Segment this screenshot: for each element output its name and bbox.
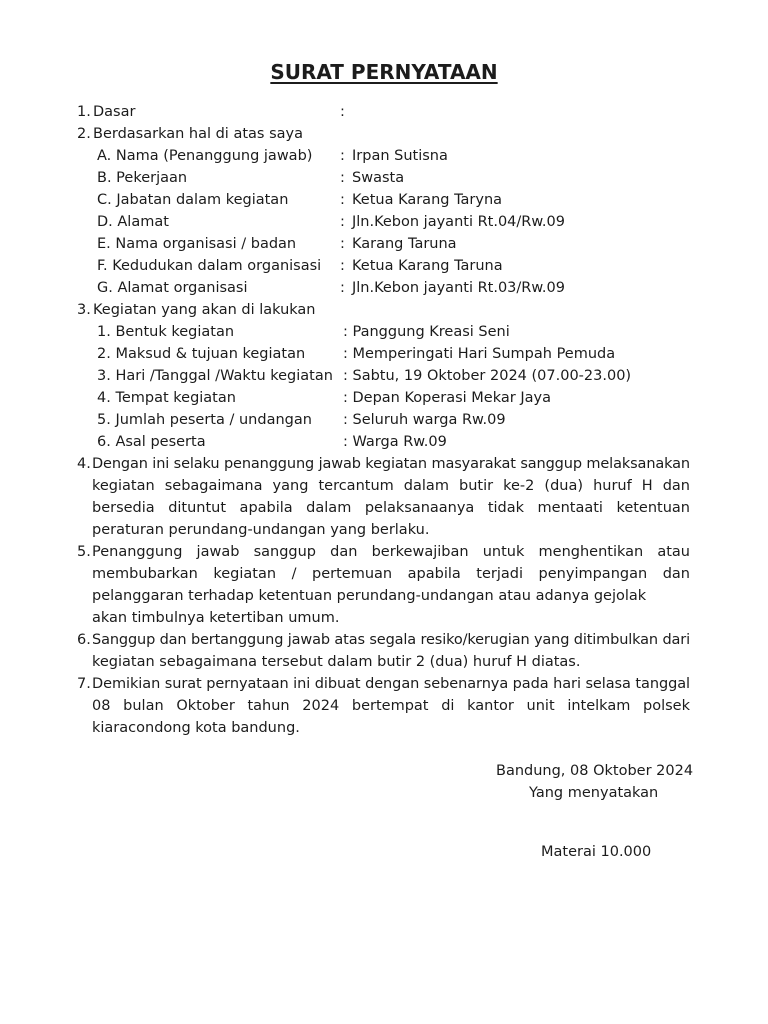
identity-value: Jln.Kebon jayanti Rt.04/Rw.09	[352, 214, 565, 230]
paragraph-line: kegiatan sebagaimana yang tercantum dalam butir ke-2 (dua) huruf H dan	[92, 478, 690, 494]
section-1-label: Dasar	[93, 104, 136, 120]
activity-value: : Warga Rw.09	[343, 434, 447, 450]
paragraph-line: membubarkan kegiatan / pertemuan apabila terjadi penyimpangan dan	[92, 566, 690, 582]
identity-row	[0, 146, 768, 168]
section-3-number: 3.	[77, 302, 91, 318]
identity-row	[0, 190, 768, 212]
identity-key: C. Jabatan dalam kegiatan	[97, 192, 289, 208]
identity-key: G. Alamat organisasi	[97, 280, 248, 296]
identity-colon: :	[340, 280, 345, 296]
activity-key: 4. Tempat kegiatan	[97, 390, 236, 406]
identity-row	[0, 212, 768, 234]
signature-place-date: Bandung, 08 Oktober 2024	[496, 763, 694, 779]
paragraph-7-number: 7.	[77, 676, 91, 692]
paragraph-4-text	[92, 454, 690, 542]
identity-value: Swasta	[352, 170, 405, 186]
activity-key: 3. Hari /Tanggal /Waktu kegiatan	[97, 368, 333, 384]
activity-row	[0, 388, 768, 410]
paragraph-line: peraturan perundang-undangan yang berlaku.	[92, 522, 430, 538]
identity-value: Jln.Kebon jayanti Rt.03/Rw.09	[352, 280, 565, 296]
identity-value: Irpan Sutisna	[352, 148, 448, 164]
section-2-label: Berdasarkan hal di atas saya	[93, 126, 303, 142]
activity-value: : Memperingati Hari Sumpah Pemuda	[343, 346, 616, 362]
signature-role: Yang menyatakan	[529, 785, 659, 801]
paragraph-line: Dengan ini selaku penanggung jawab kegiatan masyarakat sanggup melaksanakan	[92, 456, 690, 472]
identity-row	[0, 168, 768, 190]
identity-row	[0, 256, 768, 278]
paragraph-4-number: 4.	[77, 456, 91, 472]
activity-row	[0, 410, 768, 432]
paragraph-line: Penanggung jawab sanggup dan berkewajiban untuk menghentikan atau	[92, 544, 690, 560]
activity-row	[0, 344, 768, 366]
activity-key: 5. Jumlah peserta / undangan	[97, 412, 312, 428]
activity-value: : Depan Koperasi Mekar Jaya	[343, 390, 551, 406]
section-1-row	[0, 102, 768, 124]
identity-row	[0, 234, 768, 256]
document-title: SURAT PERNYATAAN	[270, 60, 498, 84]
paragraph-7-text	[92, 674, 690, 740]
identity-colon: :	[340, 214, 345, 230]
identity-key: D. Alamat	[97, 214, 169, 230]
identity-key: F. Kedudukan dalam organisasi	[97, 258, 322, 274]
activity-value: : Panggung Kreasi Seni	[343, 324, 510, 340]
activity-row	[0, 322, 768, 344]
identity-colon: :	[340, 170, 345, 186]
paragraph-6-text	[92, 630, 690, 674]
activity-key: 2. Maksud & tujuan kegiatan	[97, 346, 306, 362]
paragraph-5-text	[92, 542, 690, 630]
identity-key: A. Nama (Penanggung jawab)	[97, 148, 313, 164]
section-3-label: Kegiatan yang akan di lakukan	[93, 302, 316, 318]
activity-row	[0, 366, 768, 388]
paragraph-line: kiaracondong kota bandung.	[92, 720, 300, 736]
paragraph-6-number: 6.	[77, 632, 91, 648]
section-3-row	[0, 300, 768, 322]
paragraph-line: Demikian surat pernyataan ini dibuat dengan sebenarnya pada hari selasa tanggal	[92, 676, 690, 692]
identity-key: B. Pekerjaan	[97, 170, 188, 186]
identity-colon: :	[340, 258, 345, 274]
section-1-number: 1.	[77, 104, 91, 120]
paragraph-line: bersedia dituntut apabila dalam pelaksanaanya tidak mentaati ketentuan	[92, 500, 690, 516]
paragraph-line: Sanggup dan bertanggung jawab atas segala resiko/kerugian yang ditimbulkan dari	[92, 632, 690, 648]
paragraph-line: 08 bulan Oktober tahun 2024 bertempat di kantor unit intelkam polsek	[92, 698, 690, 714]
identity-colon: :	[340, 148, 345, 164]
paragraph-line: akan timbulnya ketertiban umum.	[92, 610, 340, 626]
activity-row	[0, 432, 768, 454]
stamp-duty-label: Materai 10.000	[541, 844, 652, 860]
identity-value: Karang Taruna	[352, 236, 457, 252]
activity-value: : Sabtu, 19 Oktober 2024 (07.00-23.00)	[343, 368, 632, 384]
paragraph-line: kegiatan sebagaimana tersebut dalam butir 2 (dua) huruf H diatas.	[92, 654, 581, 670]
section-1-colon: :	[340, 104, 345, 120]
activity-key: 1. Bentuk kegiatan	[97, 324, 235, 340]
identity-key: E. Nama organisasi / badan	[97, 236, 297, 252]
section-2-row	[0, 124, 768, 146]
identity-value: Ketua Karang Taryna	[352, 192, 503, 208]
section-2-number: 2.	[77, 126, 91, 142]
activity-key: 6. Asal peserta	[97, 434, 206, 450]
paragraph-line: pelanggaran terhadap ketentuan perundang-undangan atau adanya gejolak	[92, 588, 647, 604]
activity-value: : Seluruh warga Rw.09	[343, 412, 506, 428]
identity-row	[0, 278, 768, 300]
identity-colon: :	[340, 192, 345, 208]
paragraph-5-number: 5.	[77, 544, 91, 560]
identity-value: Ketua Karang Taruna	[352, 258, 503, 274]
identity-colon: :	[340, 236, 345, 252]
